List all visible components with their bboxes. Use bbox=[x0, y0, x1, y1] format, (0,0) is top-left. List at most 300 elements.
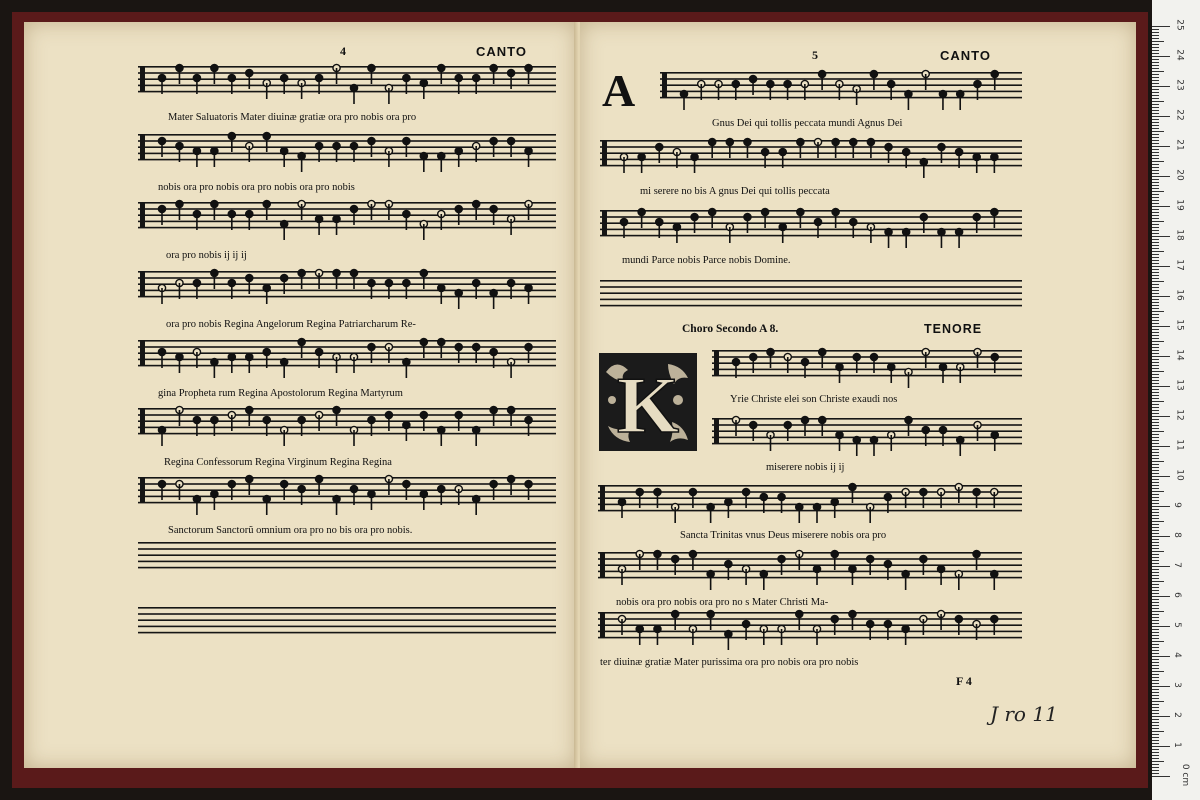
ruler-tick bbox=[1152, 458, 1159, 459]
ruler-number: 22 bbox=[1174, 109, 1185, 121]
ruler-tick bbox=[1152, 473, 1159, 474]
ruler-tick bbox=[1152, 338, 1159, 339]
ruler-number: 24 bbox=[1174, 49, 1185, 61]
ruler-tick bbox=[1152, 638, 1159, 639]
ruler-tick bbox=[1152, 695, 1159, 696]
ruler-tick bbox=[1152, 404, 1159, 405]
ruler-tick bbox=[1152, 707, 1159, 708]
lyric-line: ter diuinæ gratiæ Mater purissima ora pro nobis ora pro nobis bbox=[600, 657, 859, 668]
ruler-tick bbox=[1152, 158, 1159, 159]
ruler-number: 20 bbox=[1174, 169, 1185, 181]
printer-signature: F 4 bbox=[956, 674, 972, 688]
ruler-number: 18 bbox=[1174, 229, 1185, 241]
ruler-tick bbox=[1152, 95, 1159, 96]
lyric-line: nobis ora pro nobis ora pro no s Mater Christi Ma- bbox=[616, 597, 829, 608]
ruler-tick bbox=[1152, 305, 1159, 306]
ruler-tick bbox=[1152, 773, 1159, 774]
ruler-tick bbox=[1152, 470, 1159, 471]
ruler-tick bbox=[1152, 161, 1164, 162]
music-staff bbox=[138, 404, 556, 438]
ruler-tick bbox=[1152, 428, 1159, 429]
ruler-tick bbox=[1152, 170, 1159, 171]
ruler-tick bbox=[1152, 446, 1170, 447]
music-staff bbox=[600, 276, 1022, 310]
ruler-tick bbox=[1152, 176, 1170, 177]
ruler-tick bbox=[1152, 143, 1159, 144]
ruler-tick bbox=[1152, 590, 1159, 591]
ruler-tick bbox=[1152, 647, 1159, 648]
ruler-tick bbox=[1152, 353, 1159, 354]
ruler-tick bbox=[1152, 587, 1159, 588]
ruler-tick bbox=[1152, 206, 1170, 207]
ruler-tick bbox=[1152, 653, 1159, 654]
music-staff bbox=[138, 336, 556, 370]
music-staff bbox=[712, 346, 1022, 380]
ruler-tick bbox=[1152, 503, 1159, 504]
ruler-tick bbox=[1152, 764, 1159, 765]
ruler-tick bbox=[1152, 251, 1164, 252]
ruler-tick bbox=[1152, 641, 1164, 642]
ruler-tick bbox=[1152, 62, 1159, 63]
ruler-tick bbox=[1152, 719, 1159, 720]
ruler-tick bbox=[1152, 281, 1164, 282]
ruler-tick bbox=[1152, 104, 1159, 105]
ruler-tick bbox=[1152, 68, 1159, 69]
ruler-tick bbox=[1152, 365, 1159, 366]
initial-a: A bbox=[602, 65, 636, 116]
ruler-tick bbox=[1152, 605, 1159, 606]
ruler-tick bbox=[1152, 128, 1159, 129]
ruler-number: 25 bbox=[1174, 19, 1185, 31]
ruler-tick bbox=[1152, 479, 1159, 480]
ruler-tick bbox=[1152, 98, 1159, 99]
ruler-tick bbox=[1152, 683, 1159, 684]
ruler-tick bbox=[1152, 398, 1159, 399]
ruler-tick bbox=[1152, 563, 1159, 564]
ruler-tick bbox=[1152, 386, 1170, 387]
music-staff bbox=[598, 548, 1022, 582]
music-staff bbox=[598, 608, 1022, 642]
ruler-tick bbox=[1152, 308, 1159, 309]
ruler-tick bbox=[1152, 542, 1159, 543]
ruler-number: 8 bbox=[1171, 532, 1182, 538]
ruler-tick bbox=[1152, 371, 1164, 372]
ruler-tick bbox=[1152, 623, 1159, 624]
section-voice-label: TENORE bbox=[924, 322, 983, 336]
ruler-tick bbox=[1152, 491, 1164, 492]
ruler-tick bbox=[1152, 209, 1159, 210]
ruler-tick bbox=[1152, 65, 1159, 66]
lyric-line: mundi Parce nobis Parce nobis Domine. bbox=[622, 255, 791, 266]
ruler-tick bbox=[1152, 659, 1159, 660]
ruler-tick bbox=[1152, 83, 1159, 84]
music-staff bbox=[598, 481, 1022, 515]
ruler-tick bbox=[1152, 767, 1159, 768]
ruler-tick bbox=[1152, 704, 1159, 705]
ruler-number: 10 bbox=[1174, 469, 1185, 481]
ruler-tick bbox=[1152, 125, 1159, 126]
ruler-tick bbox=[1152, 236, 1170, 237]
ruler-tick bbox=[1152, 665, 1159, 666]
ruler-tick bbox=[1152, 392, 1159, 393]
ruler-tick bbox=[1152, 377, 1159, 378]
ruler-tick bbox=[1152, 374, 1159, 375]
ruler-tick bbox=[1152, 272, 1159, 273]
ruler-tick bbox=[1152, 197, 1159, 198]
ruler-tick bbox=[1152, 107, 1159, 108]
ruler-tick bbox=[1152, 134, 1159, 135]
ruler-number: 0 cm bbox=[1180, 763, 1191, 787]
ruler-tick bbox=[1152, 731, 1164, 732]
ruler-tick bbox=[1152, 425, 1159, 426]
ruler-tick bbox=[1152, 410, 1159, 411]
ruler-tick bbox=[1152, 359, 1159, 360]
ruler-tick bbox=[1152, 263, 1159, 264]
ruler-tick bbox=[1152, 614, 1159, 615]
ruler-tick bbox=[1152, 296, 1170, 297]
ruler-tick bbox=[1152, 416, 1170, 417]
right-page-number: 5 bbox=[812, 48, 818, 62]
music-staff bbox=[600, 206, 1022, 240]
ruler-tick bbox=[1152, 746, 1170, 747]
ruler-tick bbox=[1152, 326, 1170, 327]
ruler-tick bbox=[1152, 533, 1159, 534]
ruler-tick bbox=[1152, 362, 1159, 363]
lyric-line: ora pro nobis Regina Angelorum Regina Patriarcharum Re- bbox=[166, 319, 416, 330]
ruler-tick bbox=[1152, 680, 1159, 681]
ruler-tick bbox=[1152, 677, 1159, 678]
ruler-tick bbox=[1152, 566, 1170, 567]
ruler-tick bbox=[1152, 110, 1159, 111]
initial-k-letter: K bbox=[616, 362, 680, 450]
ruler-tick bbox=[1152, 116, 1170, 117]
ruler-tick bbox=[1152, 302, 1159, 303]
ruler-tick bbox=[1152, 464, 1159, 465]
ruler-tick bbox=[1152, 215, 1159, 216]
music-staff bbox=[138, 130, 556, 164]
ruler-tick bbox=[1152, 722, 1159, 723]
ruler-tick bbox=[1152, 662, 1159, 663]
ruler-number: 16 bbox=[1174, 289, 1185, 301]
ruler-tick bbox=[1152, 572, 1159, 573]
ruler-tick bbox=[1152, 80, 1159, 81]
ruler-tick bbox=[1152, 329, 1159, 330]
ruler-tick bbox=[1152, 476, 1170, 477]
ruler-tick bbox=[1152, 545, 1159, 546]
ruler-tick bbox=[1152, 419, 1159, 420]
ruler-tick bbox=[1152, 275, 1159, 276]
ruler-tick bbox=[1152, 155, 1159, 156]
ruler-tick bbox=[1152, 734, 1159, 735]
ruler-tick bbox=[1152, 200, 1159, 201]
ruler-tick bbox=[1152, 716, 1170, 717]
ruler-tick bbox=[1152, 140, 1159, 141]
ruler-number: 7 bbox=[1171, 562, 1182, 568]
ruler-tick bbox=[1152, 776, 1170, 777]
decorated-initial-k-icon bbox=[598, 352, 698, 452]
ruler-tick bbox=[1152, 266, 1170, 267]
ruler-tick bbox=[1152, 500, 1159, 501]
ruler-tick bbox=[1152, 494, 1159, 495]
ruler-tick bbox=[1152, 203, 1159, 204]
ruler-tick bbox=[1152, 341, 1164, 342]
ruler-tick bbox=[1152, 227, 1159, 228]
ruler-tick bbox=[1152, 452, 1159, 453]
ruler-tick bbox=[1152, 485, 1159, 486]
ruler-tick bbox=[1152, 497, 1159, 498]
ruler-tick bbox=[1152, 635, 1159, 636]
ruler-tick bbox=[1152, 47, 1159, 48]
ruler-tick bbox=[1152, 521, 1164, 522]
ruler-number: 6 bbox=[1171, 592, 1182, 598]
ruler-tick bbox=[1152, 674, 1159, 675]
ruler-tick bbox=[1152, 149, 1159, 150]
ruler-tick bbox=[1152, 269, 1159, 270]
ruler-tick bbox=[1152, 599, 1159, 600]
ruler-tick bbox=[1152, 578, 1159, 579]
ruler-number: 17 bbox=[1174, 259, 1185, 271]
ruler-tick bbox=[1152, 551, 1164, 552]
ruler-tick bbox=[1152, 449, 1159, 450]
ruler-tick bbox=[1152, 320, 1159, 321]
ruler-tick bbox=[1152, 314, 1159, 315]
ruler-tick bbox=[1152, 137, 1159, 138]
ruler-tick bbox=[1152, 407, 1159, 408]
lyric-line: Regina Confessorum Regina Virginum Regina Regina bbox=[164, 457, 392, 468]
ruler-tick bbox=[1152, 548, 1159, 549]
ruler-tick bbox=[1152, 185, 1159, 186]
ruler-tick bbox=[1152, 248, 1159, 249]
ruler-tick bbox=[1152, 356, 1170, 357]
ruler-tick bbox=[1152, 332, 1159, 333]
ruler-number: 1 bbox=[1171, 742, 1182, 748]
music-staff bbox=[138, 62, 556, 96]
ruler-tick bbox=[1152, 692, 1159, 693]
ruler-tick bbox=[1152, 35, 1159, 36]
ruler-tick bbox=[1152, 380, 1159, 381]
ruler-tick bbox=[1152, 173, 1159, 174]
right-voice-label: CANTO bbox=[940, 48, 991, 63]
ruler-tick bbox=[1152, 101, 1164, 102]
ruler-tick bbox=[1152, 770, 1159, 771]
ruler-tick bbox=[1152, 278, 1159, 279]
ruler-number: 15 bbox=[1174, 319, 1185, 331]
ruler-number: 14 bbox=[1174, 349, 1185, 361]
ruler-tick bbox=[1152, 620, 1159, 621]
ruler-tick bbox=[1152, 113, 1159, 114]
measurement-ruler bbox=[1152, 0, 1200, 800]
ruler-tick bbox=[1152, 749, 1159, 750]
ruler-tick bbox=[1152, 188, 1159, 189]
ruler-tick bbox=[1152, 131, 1164, 132]
ruler-tick bbox=[1152, 437, 1159, 438]
handwritten-note: J ro 11 bbox=[990, 702, 1058, 726]
ruler-tick bbox=[1152, 194, 1159, 195]
ruler-number: 3 bbox=[1171, 682, 1182, 688]
ruler-tick bbox=[1152, 656, 1170, 657]
ruler-tick bbox=[1152, 350, 1159, 351]
ruler-tick bbox=[1152, 293, 1159, 294]
ruler-tick bbox=[1152, 389, 1159, 390]
ruler-tick bbox=[1152, 518, 1159, 519]
ruler-tick bbox=[1152, 644, 1159, 645]
ruler-tick bbox=[1152, 650, 1159, 651]
music-staff bbox=[138, 198, 556, 232]
ruler-tick bbox=[1152, 737, 1159, 738]
section-label: Choro Secondo A 8. bbox=[682, 323, 779, 335]
lyric-line: Yrie Christe elei son Christe exaudi nos bbox=[730, 394, 898, 405]
ruler-tick bbox=[1152, 119, 1159, 120]
lyric-line: mi serere no bis A gnus Dei qui tollis peccata bbox=[640, 186, 830, 197]
ruler-tick bbox=[1152, 260, 1159, 261]
ruler-tick bbox=[1152, 122, 1159, 123]
ruler-tick bbox=[1152, 728, 1159, 729]
ruler-tick bbox=[1152, 239, 1159, 240]
lyric-line: gina Propheta rum Regina Apostolorum Regina Martyrum bbox=[158, 388, 403, 399]
ruler-tick bbox=[1152, 629, 1159, 630]
ruler-tick bbox=[1152, 242, 1159, 243]
ruler-tick bbox=[1152, 512, 1159, 513]
lyric-line: ora pro nobis ij ij ij bbox=[166, 250, 247, 261]
ruler-tick bbox=[1152, 698, 1159, 699]
ruler-tick bbox=[1152, 539, 1159, 540]
ruler-tick bbox=[1152, 725, 1159, 726]
ruler-tick bbox=[1152, 515, 1159, 516]
ruler-tick bbox=[1152, 311, 1164, 312]
ruler-tick bbox=[1152, 626, 1170, 627]
ruler-tick bbox=[1152, 608, 1159, 609]
ruler-tick bbox=[1152, 758, 1159, 759]
ruler-tick bbox=[1152, 86, 1170, 87]
ruler-tick bbox=[1152, 713, 1159, 714]
ruler-number: 23 bbox=[1174, 79, 1185, 91]
ruler-tick bbox=[1152, 596, 1170, 597]
ruler-tick bbox=[1152, 182, 1159, 183]
ruler-tick bbox=[1152, 536, 1170, 537]
ruler-tick bbox=[1152, 335, 1159, 336]
ruler-tick bbox=[1152, 743, 1159, 744]
lyric-line: nobis ora pro nobis ora pro nobis ora pro nobis bbox=[158, 182, 355, 193]
ruler-tick bbox=[1152, 152, 1159, 153]
ruler-tick bbox=[1152, 71, 1164, 72]
ruler-tick bbox=[1152, 617, 1159, 618]
ruler-number: 13 bbox=[1174, 379, 1185, 391]
ruler-tick bbox=[1152, 581, 1164, 582]
ruler-tick bbox=[1152, 506, 1170, 507]
ruler-tick bbox=[1152, 560, 1159, 561]
ruler-tick bbox=[1152, 230, 1159, 231]
ruler-tick bbox=[1152, 32, 1159, 33]
ruler-tick bbox=[1152, 422, 1159, 423]
ruler-tick bbox=[1152, 191, 1164, 192]
ruler-tick bbox=[1152, 584, 1159, 585]
ruler-tick bbox=[1152, 284, 1159, 285]
ruler-tick bbox=[1152, 38, 1159, 39]
ruler-tick bbox=[1152, 164, 1159, 165]
music-staff bbox=[600, 136, 1022, 170]
ruler-tick bbox=[1152, 755, 1159, 756]
lyric-line: Sancta Trinitas vnus Deus miserere nobis ora pro bbox=[680, 530, 887, 541]
left-voice-label: CANTO bbox=[476, 44, 527, 59]
ruler-tick bbox=[1152, 530, 1159, 531]
ruler-tick bbox=[1152, 575, 1159, 576]
ruler-tick bbox=[1152, 245, 1159, 246]
ruler-number: 19 bbox=[1174, 199, 1185, 211]
ruler-tick bbox=[1152, 632, 1159, 633]
ruler-tick bbox=[1152, 455, 1159, 456]
ruler-tick bbox=[1152, 29, 1159, 30]
ruler-tick bbox=[1152, 347, 1159, 348]
music-staff bbox=[138, 267, 556, 301]
ruler-tick bbox=[1152, 569, 1159, 570]
ruler-number: 2 bbox=[1171, 712, 1182, 718]
lyric-line: Mater Saluatoris Mater diuinæ gratiæ ora pro nobis ora pro bbox=[168, 112, 417, 123]
ruler-tick bbox=[1152, 710, 1159, 711]
ruler-tick bbox=[1152, 44, 1159, 45]
ruler-tick bbox=[1152, 41, 1164, 42]
ruler-tick bbox=[1152, 179, 1159, 180]
music-staff bbox=[138, 603, 556, 637]
ruler-tick bbox=[1152, 752, 1159, 753]
ruler-tick bbox=[1152, 557, 1159, 558]
ruler-tick bbox=[1152, 92, 1159, 93]
ruler-number: 4 bbox=[1171, 652, 1182, 658]
ruler-tick bbox=[1152, 701, 1164, 702]
ruler-tick bbox=[1152, 167, 1159, 168]
ruler-tick bbox=[1152, 668, 1159, 669]
lyric-line: Sanctorum Sanctorũ omnium ora pro no bis ora pro nobis. bbox=[168, 525, 413, 536]
ruler-tick bbox=[1152, 344, 1159, 345]
ruler-tick bbox=[1152, 368, 1159, 369]
ruler-tick bbox=[1152, 740, 1159, 741]
ruler-tick bbox=[1152, 74, 1159, 75]
ruler-tick bbox=[1152, 254, 1159, 255]
ruler-tick bbox=[1152, 440, 1159, 441]
ruler-tick bbox=[1152, 461, 1164, 462]
ruler-tick bbox=[1152, 287, 1159, 288]
ruler-tick bbox=[1152, 290, 1159, 291]
ruler-tick bbox=[1152, 413, 1159, 414]
ruler-tick bbox=[1152, 26, 1170, 27]
ruler-tick bbox=[1152, 524, 1159, 525]
ruler-tick bbox=[1152, 395, 1159, 396]
ruler-tick bbox=[1152, 299, 1159, 300]
ruler-tick bbox=[1152, 689, 1159, 690]
ruler-tick bbox=[1152, 53, 1159, 54]
ruler-tick bbox=[1152, 482, 1159, 483]
ruler-tick bbox=[1152, 323, 1159, 324]
ruler-tick bbox=[1152, 50, 1159, 51]
ruler-tick bbox=[1152, 509, 1159, 510]
ruler-tick bbox=[1152, 257, 1159, 258]
ruler-tick bbox=[1152, 761, 1164, 762]
ruler-tick bbox=[1152, 89, 1159, 90]
ruler-tick bbox=[1152, 434, 1159, 435]
ruler-tick bbox=[1152, 488, 1159, 489]
ruler-number: 11 bbox=[1174, 439, 1185, 451]
music-staff bbox=[138, 473, 556, 507]
ruler-number: 21 bbox=[1174, 139, 1185, 151]
ruler-tick bbox=[1152, 602, 1159, 603]
ruler-tick bbox=[1152, 212, 1159, 213]
ruler-tick bbox=[1152, 611, 1164, 612]
ruler-tick bbox=[1152, 233, 1159, 234]
ruler-tick bbox=[1152, 59, 1159, 60]
ruler-number: 5 bbox=[1171, 622, 1182, 628]
left-page-number: 4 bbox=[340, 44, 346, 58]
ruler-tick bbox=[1152, 554, 1159, 555]
ruler-tick bbox=[1152, 383, 1159, 384]
